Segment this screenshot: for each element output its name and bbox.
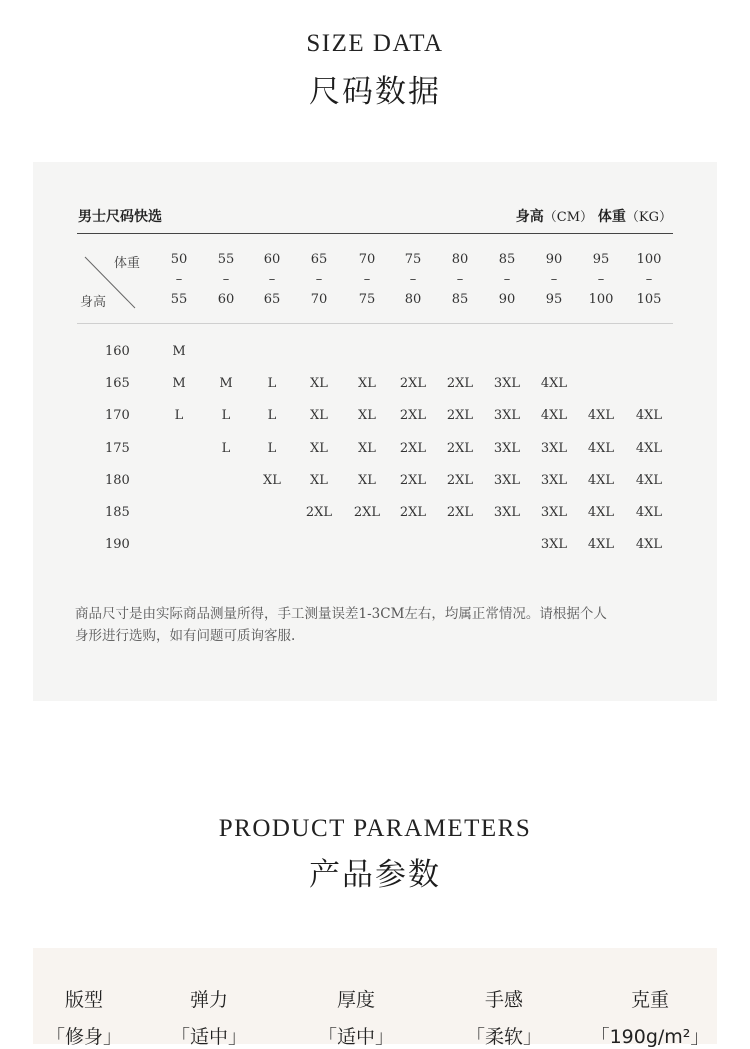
header-divider	[77, 233, 673, 234]
weight-range-low: 75	[404, 252, 422, 267]
weight-unit-paren: （KG）	[625, 210, 672, 225]
size-data-title-cn: 尺码数据	[309, 74, 441, 110]
corner-weight-label: 体重	[114, 256, 141, 271]
corner-height-label: 身高	[80, 295, 107, 310]
param-label: 厚度	[336, 989, 375, 1011]
size-cell: 2XL	[399, 505, 427, 520]
param-item	[291, 985, 421, 1049]
weight-range-low: 80	[451, 252, 469, 267]
weight-unit-label: 体重	[597, 209, 626, 225]
size-cell: L	[267, 441, 277, 456]
size-cell: L	[221, 408, 231, 423]
size-note-line: 商品尺寸是由实际商品测量所得，手工测量误差1-3CM左右，均属正常情况。请根据个人	[75, 606, 607, 622]
size-cell: 4XL	[587, 505, 615, 520]
height-row-label: 160	[105, 344, 130, 359]
param-item	[439, 985, 569, 1049]
weight-range-dash: –	[222, 272, 230, 287]
param-label: 弹力	[189, 989, 228, 1011]
size-cell: 2XL	[399, 376, 427, 391]
weight-range-dash: –	[503, 272, 511, 287]
weight-range-dash: –	[550, 272, 558, 287]
weight-range-low: 55	[217, 252, 235, 267]
weight-range-high: 80	[404, 292, 422, 307]
height-row-label: 180	[105, 473, 130, 488]
size-cell: 2XL	[305, 505, 333, 520]
size-note-line: 身形进行选购，如有问题可质询客服.	[75, 628, 296, 644]
weight-range-low: 90	[545, 252, 563, 267]
size-cell: 4XL	[587, 473, 615, 488]
weight-range-low: 85	[498, 252, 516, 267]
weight-range-dash: –	[363, 272, 371, 287]
size-cell: L	[267, 376, 277, 391]
height-row-label: 175	[105, 441, 130, 456]
size-cell: 2XL	[446, 376, 474, 391]
height-row-label: 185	[105, 505, 130, 520]
weight-range-high: 65	[263, 292, 281, 307]
param-value: 「190g/m²」	[590, 1026, 710, 1048]
size-cell: 4XL	[635, 441, 663, 456]
size-cell: XL	[310, 376, 328, 391]
size-cell: 3XL	[540, 537, 568, 552]
weight-range-high: 85	[451, 292, 469, 307]
size-cell: 3XL	[540, 473, 568, 488]
size-cell: XL	[358, 473, 376, 488]
weight-range-low: 100	[636, 252, 662, 267]
weight-range-high: 95	[545, 292, 563, 307]
size-cell: XL	[358, 376, 376, 391]
param-item	[585, 985, 715, 1049]
weight-range-high: 60	[217, 292, 235, 307]
size-cell: 3XL	[493, 505, 521, 520]
weight-range-dash: –	[409, 272, 417, 287]
weight-range-low: 70	[358, 252, 376, 267]
size-cell: L	[267, 408, 277, 423]
weight-range-low: 95	[592, 252, 610, 267]
weight-range-high: 70	[310, 292, 328, 307]
size-cell: 2XL	[399, 408, 427, 423]
size-cell: M	[172, 376, 186, 391]
size-cell: 4XL	[587, 537, 615, 552]
param-label: 版型	[64, 989, 103, 1011]
size-cell: 4XL	[635, 537, 663, 552]
size-cell: L	[221, 441, 231, 456]
size-cell: 4XL	[540, 376, 568, 391]
size-cell: 4XL	[540, 408, 568, 423]
size-cell: XL	[310, 473, 328, 488]
height-row-label: 190	[105, 537, 130, 552]
weight-range-high: 75	[358, 292, 376, 307]
size-cell: 2XL	[446, 441, 474, 456]
size-cell: 2XL	[399, 473, 427, 488]
size-cell: XL	[310, 408, 328, 423]
size-cell: 3XL	[493, 376, 521, 391]
weight-range-dash: –	[645, 272, 653, 287]
size-cell: XL	[310, 441, 328, 456]
size-cell: 3XL	[493, 473, 521, 488]
size-cell: 3XL	[493, 408, 521, 423]
size-cell: 2XL	[446, 473, 474, 488]
weight-range-dash: –	[175, 272, 183, 287]
param-item	[144, 985, 274, 1049]
size-cell: 4XL	[635, 473, 663, 488]
height-row-label: 170	[105, 408, 130, 423]
size-cell: M	[219, 376, 233, 391]
size-cell: 3XL	[540, 441, 568, 456]
product-params-title-cn: 产品参数	[309, 857, 441, 893]
size-cell: 2XL	[446, 505, 474, 520]
weight-range-high: 100	[588, 292, 614, 307]
param-item	[19, 985, 149, 1049]
weight-range-dash: –	[315, 272, 323, 287]
param-label: 手感	[484, 989, 523, 1011]
size-cell: XL	[358, 441, 376, 456]
product-params-title-en: PRODUCT PARAMETERS	[218, 815, 532, 842]
size-cell: 4XL	[635, 505, 663, 520]
weight-range-low: 65	[310, 252, 328, 267]
weight-range-dash: –	[268, 272, 276, 287]
size-cell: 2XL	[399, 441, 427, 456]
weight-range-high: 90	[498, 292, 516, 307]
param-label: 克重	[630, 989, 669, 1011]
body-divider	[77, 323, 673, 324]
size-cell: 4XL	[587, 441, 615, 456]
weight-range-low: 60	[263, 252, 281, 267]
size-cell: 4XL	[587, 408, 615, 423]
weight-range-high: 105	[636, 292, 662, 307]
size-cell: 2XL	[446, 408, 474, 423]
param-value: 「修身」	[45, 1026, 122, 1048]
size-cell: XL	[263, 473, 281, 488]
weight-range-low: 50	[170, 252, 188, 267]
size-cell: 3XL	[493, 441, 521, 456]
size-cell: 3XL	[540, 505, 568, 520]
size-cell: M	[172, 344, 186, 359]
weight-range-dash: –	[456, 272, 464, 287]
height-unit-paren: （CM）	[543, 210, 594, 225]
weight-range-high: 55	[170, 292, 188, 307]
height-unit-label: 身高	[515, 209, 544, 225]
param-value: 「柔软」	[465, 1026, 542, 1048]
size-cell: 4XL	[635, 408, 663, 423]
param-value: 「适中」	[317, 1026, 394, 1048]
param-value: 「适中」	[170, 1026, 247, 1048]
size-data-title-en: SIZE DATA	[306, 30, 444, 57]
units-legend	[516, 206, 672, 226]
size-cell: L	[174, 408, 184, 423]
size-cell: 2XL	[353, 505, 381, 520]
weight-range-dash: –	[597, 272, 605, 287]
size-cell: XL	[358, 408, 376, 423]
height-row-label: 165	[105, 376, 130, 391]
quick-select-label: 男士尺码快选	[78, 209, 162, 225]
size-note	[75, 603, 685, 647]
